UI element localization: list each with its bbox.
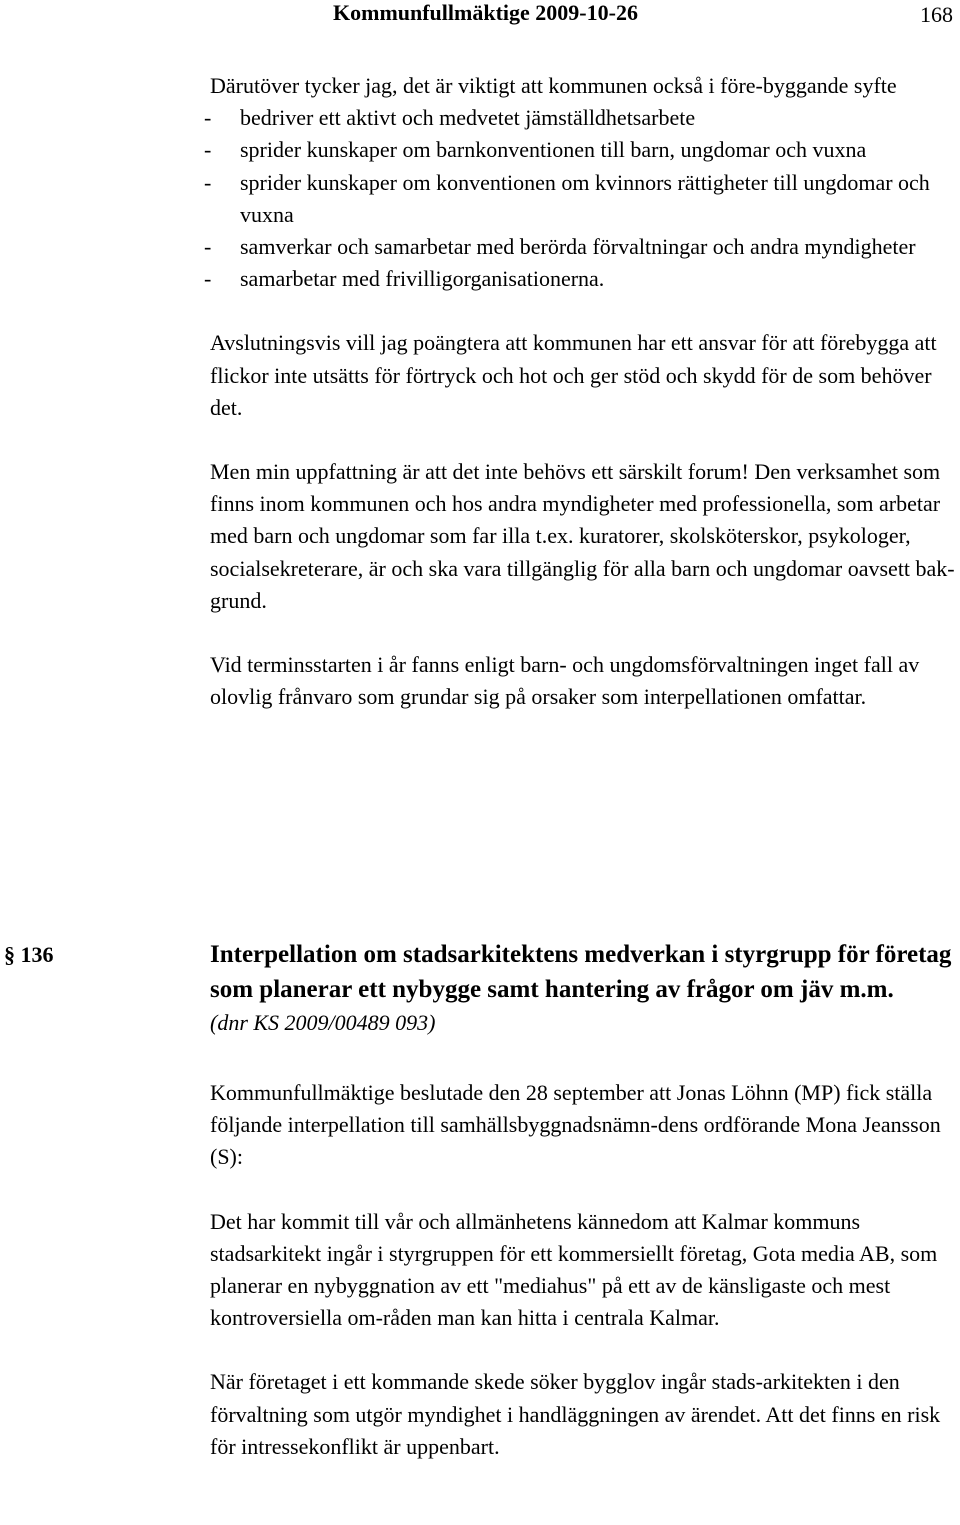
dash-bullet: - [204, 137, 212, 163]
list-item [204, 167, 930, 231]
section-reference: (dnr KS 2009/00489 093) [210, 1010, 436, 1035]
paragraph: Avslutningsvis vill jag poängtera att kommunen har ett ansvar för att förebygga att flickor inte utsätts för förtryck och hot och ger stöd och skydd för de som behöver det. [210, 330, 937, 420]
list-item [204, 134, 930, 166]
list-item [204, 231, 955, 263]
header-title: Kommunfullmäktige 2009-10-26 [333, 0, 638, 25]
page-header [0, 0, 960, 40]
list-item-text: bedriver ett aktivt och medvetet jämställdhetsarbete [240, 105, 696, 131]
document-body [204, 70, 955, 745]
paragraph: Vid terminsstarten i år fanns enligt barn- och ungdomsförvaltningen inget fall av olovlig frånvaro som grundar sig på orsaker som interpellationen omfattar. [210, 652, 920, 710]
intro-block [204, 70, 955, 295]
intro-lead: Därutöver tycker jag, det är viktigt att kommunen också i före-byggande syfte [210, 73, 897, 98]
section-title: Interpellation om stadsarkitektens medverkan i styrgrupp för företag som planerar ett nybygge samt hantering av frågor om jäv m.m. [210, 941, 952, 1003]
bullet-list [204, 102, 955, 295]
paragraph: Kommunfullmäktige beslutade den 28 september att Jonas Löhnn (MP) fick ställa följande interpellation till samhällsbyggnadsnämn-dens ordförande Mona Jeansson (S): [210, 1080, 941, 1170]
list-item-text: samarbetar med frivilligorganisationerna. [240, 266, 605, 292]
dash-bullet: - [204, 169, 212, 195]
list-item-text: sprider kunskaper om barnkonventionen till barn, ungdomar och vuxna [240, 137, 867, 163]
section-body [210, 938, 955, 1463]
paragraph: Det har kommit till vår och allmänhetens kännedom att Kalmar kommuns stadsarkitekt ingår i styrgruppen för ett kommersiellt företag, Gota media AB, som planerar en nybyggnation av ett "mediahus" på ett av de känsligaste och mest kontroversiella om-råden man kan hitta i centrala Kalmar. [210, 1208, 938, 1331]
paragraph: När företaget i ett kommande skede söker bygglov ingår stads-arkitekten i den förvaltning som utgör myndighet i handläggningen av ärendet. Att det finns en risk för intressekonflikt är uppenbart. [210, 1369, 941, 1459]
list-item-text: sprider kunskaper om konventionen om kvinnors rättigheter till ungdomar och vuxna [240, 169, 930, 227]
section-marker: § 136 [4, 942, 54, 967]
list-item [204, 102, 955, 134]
dash-bullet: - [204, 234, 212, 260]
list-item [204, 263, 955, 295]
dash-bullet: - [204, 105, 212, 131]
page-number: 168 [920, 2, 953, 27]
list-item-text: samverkar och samarbetar med berörda förvaltningar och andra myndigheter [240, 234, 916, 260]
paragraph: Men min uppfattning är att det inte behövs ett särskilt forum! Den verksamhet som finns inom kommunen och hos andra myndigheter med professionella, som arbetar med barn och ungdomar som far illa t.ex. kuratorer, skolsköterskor, psykologer, socialsekreterare, är och ska vara tillgänglig för alla barn och ungdomar oavsett bak-grund. [210, 459, 955, 613]
dash-bullet: - [204, 266, 212, 292]
